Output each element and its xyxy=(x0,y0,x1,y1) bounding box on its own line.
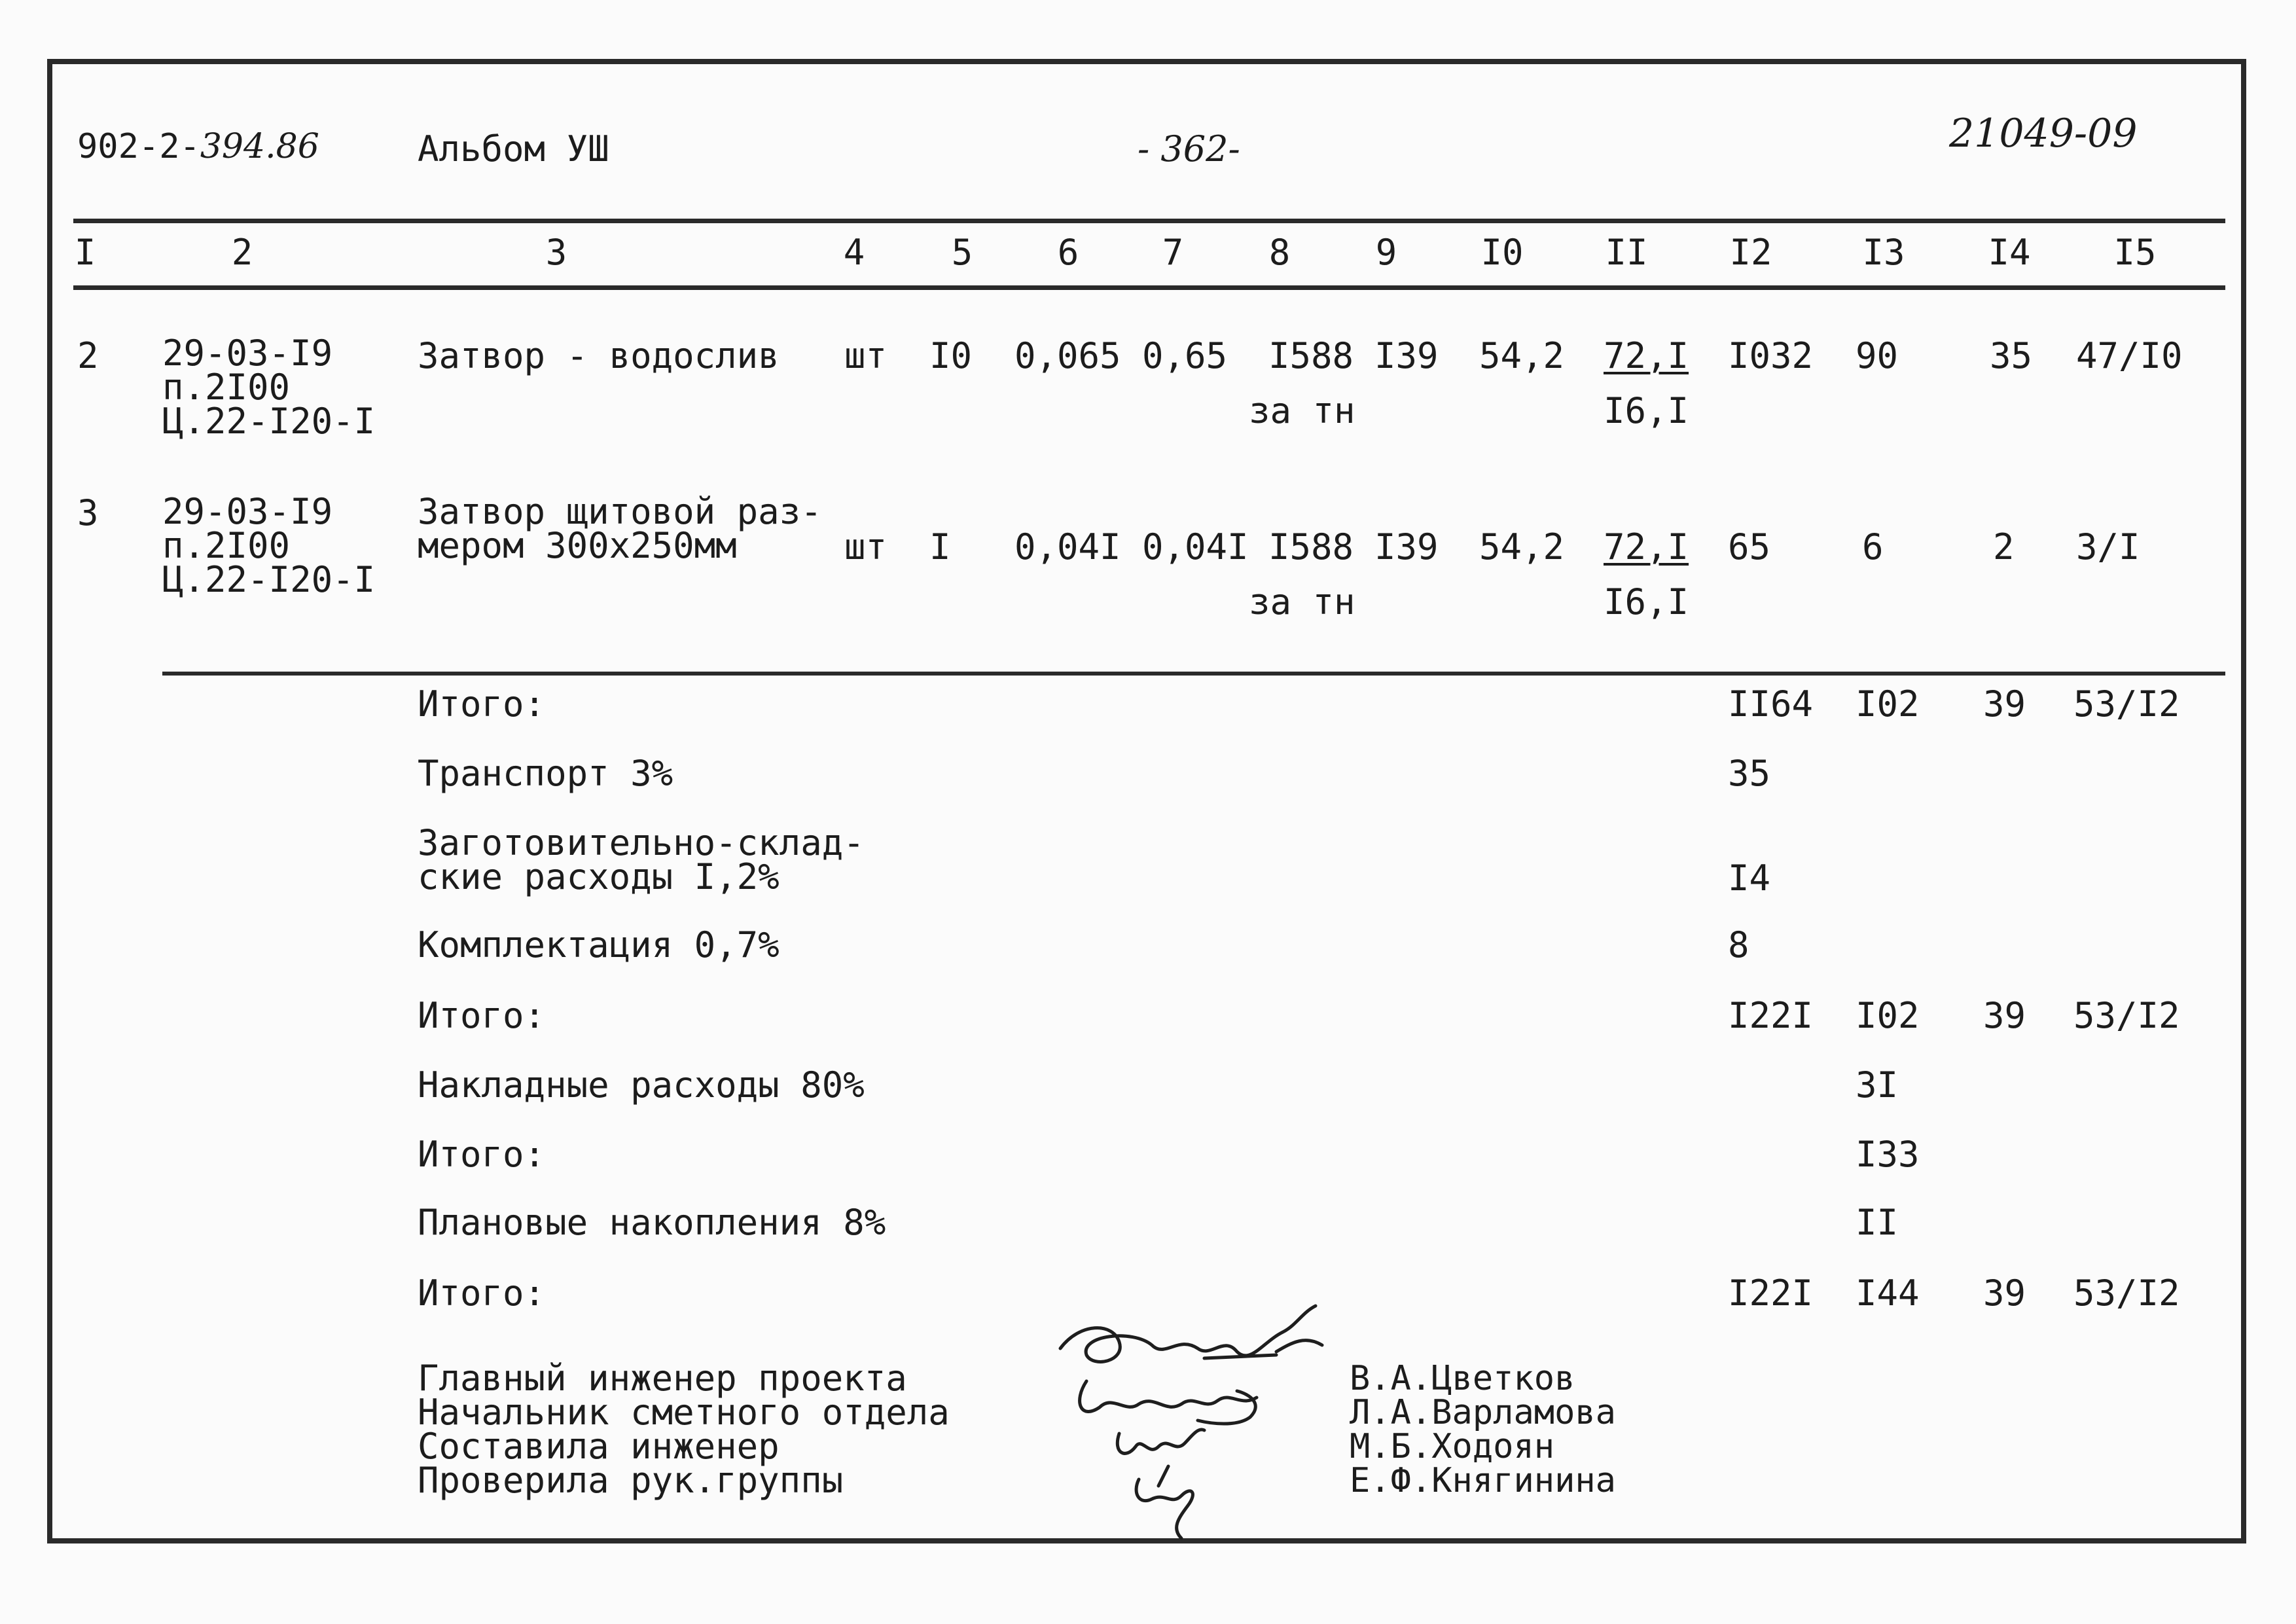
summary-c13: I02 xyxy=(1856,683,1920,725)
row-c14: 2 xyxy=(1993,526,2015,568)
row-c9: I39 xyxy=(1374,526,1439,568)
col-header: 3 xyxy=(545,232,567,273)
row-unit: шт xyxy=(844,335,888,376)
summary-c13: 3I xyxy=(1856,1064,1899,1106)
header-bottom-rule xyxy=(73,285,2225,290)
summary-label: Итого: xyxy=(418,995,546,1036)
col-header: I3 xyxy=(1862,232,1905,273)
row-c8-sub: за тн xyxy=(1249,390,1355,431)
summary-c13: I33 xyxy=(1856,1134,1920,1175)
row-c10: 54,2 xyxy=(1479,335,1565,376)
row-c11-sub: I6,I xyxy=(1604,390,1689,431)
summary-label: Комплектация 0,7% xyxy=(418,924,780,965)
row-c8: I588 xyxy=(1268,526,1354,568)
signature-name: Е.Ф.Княгинина xyxy=(1350,1461,1616,1500)
row-name: Затвор - водослив xyxy=(418,335,780,376)
summary-c15: 53/I2 xyxy=(2073,1272,2180,1314)
col-header: I5 xyxy=(2113,232,2157,273)
header-top-rule xyxy=(73,219,2225,223)
row-c6: 0,04I xyxy=(1014,526,1121,568)
row-c11-sub: I6,I xyxy=(1604,581,1689,623)
row-c15: 47/I0 xyxy=(2076,335,2183,376)
col-header: I0 xyxy=(1480,232,1524,273)
row-c12: 65 xyxy=(1728,526,1771,568)
signature-title: Главный инженер проекта xyxy=(418,1358,907,1399)
row-number: 2 xyxy=(77,335,99,376)
col-header: 8 xyxy=(1268,232,1291,273)
signature-title: Проверила рук.группы xyxy=(418,1460,844,1501)
col-header: 9 xyxy=(1375,232,1397,273)
summary-c12: 35 xyxy=(1728,753,1771,794)
signature-title: Составила инженер xyxy=(418,1426,780,1467)
row-qty: I0 xyxy=(929,335,973,376)
summary-label: Итого: xyxy=(418,683,546,725)
summary-label: Итого: xyxy=(418,1134,546,1175)
summary-label: Заготовительно-склад- xyxy=(418,822,865,863)
summary-label: Плановые накопления 8% xyxy=(418,1202,886,1243)
row-c12: I032 xyxy=(1728,335,1814,376)
doc-number-handwritten: 394.86 xyxy=(200,127,319,166)
row-name-line: Затвор щитовой раз- xyxy=(418,491,822,532)
summary-label: Накладные расходы 80% xyxy=(418,1064,865,1106)
summary-c13: II xyxy=(1856,1202,1899,1243)
summary-label: Итого: xyxy=(418,1272,546,1314)
row-c8-sub: за тн xyxy=(1249,581,1355,623)
summary-label: Транспорт 3% xyxy=(418,753,673,794)
row-number: 3 xyxy=(77,492,99,533)
signature-title: Начальник сметного отдела xyxy=(418,1392,950,1433)
row-code-line: 29-03-I9 xyxy=(162,491,333,532)
summary-c12: I4 xyxy=(1728,857,1771,899)
row-c11: 72,I xyxy=(1604,526,1689,568)
archive-code: 21049-09 xyxy=(1949,111,2138,156)
row-c7: 0,65 xyxy=(1142,335,1228,376)
row-code-line: п.2I00 xyxy=(162,525,291,566)
col-header: 4 xyxy=(843,232,865,273)
summary-c12: II64 xyxy=(1728,683,1814,725)
summary-c14: 39 xyxy=(1983,683,2026,725)
col-header: 6 xyxy=(1057,232,1079,273)
row-c6: 0,065 xyxy=(1014,335,1121,376)
row-c7: 0,04I xyxy=(1142,526,1249,568)
page-number: - 362- xyxy=(1138,128,1240,170)
summary-c14: 39 xyxy=(1983,995,2026,1036)
col-header: 5 xyxy=(951,232,973,273)
doc-number-printed: 902-2- xyxy=(77,127,200,166)
signature-name: Л.А.Варламова xyxy=(1350,1393,1616,1432)
row-c11: 72,I xyxy=(1604,335,1689,376)
totals-rule xyxy=(162,672,2225,676)
summary-c12: I22I xyxy=(1728,1272,1814,1314)
row-c10: 54,2 xyxy=(1479,526,1565,568)
row-c15: 3/I xyxy=(2076,526,2140,568)
summary-c15: 53/I2 xyxy=(2073,683,2180,725)
album-label: Альбом УШ xyxy=(418,128,609,170)
row-name-line: мером 300х250мм xyxy=(418,525,737,566)
col-header: 2 xyxy=(231,232,253,273)
row-c13: 90 xyxy=(1856,335,1899,376)
handwritten-signatures xyxy=(1041,1296,1342,1558)
row-c8: I588 xyxy=(1268,335,1354,376)
col-header: I xyxy=(74,232,96,273)
summary-c13: I44 xyxy=(1856,1272,1920,1314)
signature-name: М.Б.Ходоян xyxy=(1350,1427,1555,1466)
row-code-line: п.2I00 xyxy=(162,367,291,408)
row-code-line: Ц.22-I20-I xyxy=(162,559,376,600)
row-unit: шт xyxy=(844,526,888,568)
row-qty: I xyxy=(929,526,951,568)
summary-c13: I02 xyxy=(1856,995,1920,1036)
row-code-line: Ц.22-I20-I xyxy=(162,401,376,442)
col-header: I4 xyxy=(1988,232,2031,273)
row-c13: 6 xyxy=(1862,526,1884,568)
summary-c15: 53/I2 xyxy=(2073,995,2180,1036)
doc-number xyxy=(77,128,319,165)
summary-c12: 8 xyxy=(1728,924,1749,965)
col-header: 7 xyxy=(1162,232,1184,273)
row-code-line: 29-03-I9 xyxy=(162,333,333,374)
summary-c12: I22I xyxy=(1728,995,1814,1036)
col-header: II xyxy=(1605,232,1648,273)
signature-name: В.А.Цветков xyxy=(1350,1359,1575,1398)
col-header: I2 xyxy=(1729,232,1772,273)
row-c9: I39 xyxy=(1374,335,1439,376)
summary-label-line2: ские расходы I,2% xyxy=(418,856,780,897)
row-c14: 35 xyxy=(1990,335,2033,376)
summary-c14: 39 xyxy=(1983,1272,2026,1314)
